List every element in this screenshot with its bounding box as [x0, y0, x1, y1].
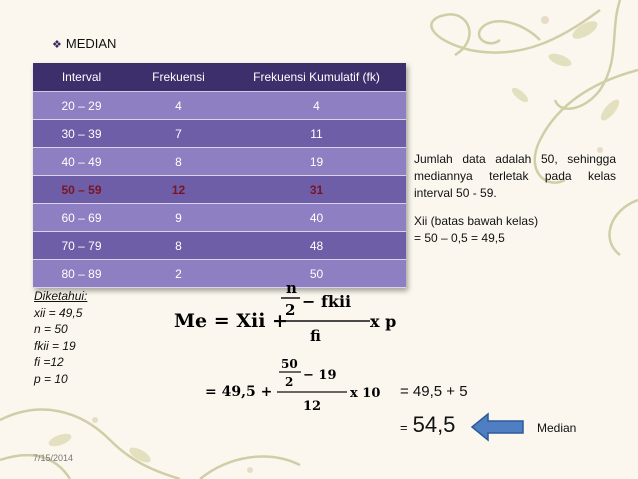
cell-frekuensi: 9	[130, 204, 227, 232]
known-heading: Diketahui:	[34, 289, 88, 303]
substituted-formula	[205, 355, 395, 417]
formula2-lhs: = 49,5 +	[205, 384, 273, 400]
col-header-frekuensi: Frekuensi	[130, 63, 227, 92]
table-row	[33, 148, 406, 176]
formula-n: n	[286, 279, 297, 297]
cell-frekuensi: 4	[130, 92, 227, 120]
diamond-bullet-icon: ❖	[52, 39, 62, 51]
cell-frekuensi: 2	[130, 260, 227, 288]
slide-date: 7/15/2014	[33, 453, 74, 463]
known-item: fkii = 19	[34, 338, 76, 353]
formula-lhs: Me = Xii +	[174, 310, 288, 332]
cell-kumulatif: 31	[227, 176, 406, 204]
cell-kumulatif: 40	[227, 204, 406, 232]
table-row	[33, 232, 406, 260]
formula2-minus-19: − 19	[303, 368, 337, 383]
known-item: n = 50	[34, 322, 68, 337]
known-item: p = 10	[34, 371, 68, 386]
formula-2: 2	[285, 301, 296, 319]
left-arrow-icon	[470, 412, 526, 442]
cell-interval: 80 – 89	[33, 260, 130, 288]
cell-interval: 30 – 39	[33, 120, 130, 148]
formula-minus-fkii: − fkii	[302, 292, 352, 311]
result-step: = 49,5 + 5	[400, 383, 468, 400]
result-final	[400, 412, 455, 438]
table-row-highlighted	[33, 176, 406, 204]
cell-frekuensi: 8	[130, 148, 227, 176]
col-header-interval: Interval	[33, 63, 130, 92]
frequency-table	[33, 63, 406, 288]
cell-kumulatif: 19	[227, 148, 406, 176]
known-values	[34, 288, 87, 388]
lower-bound-note	[414, 213, 624, 247]
cell-interval: 60 – 69	[33, 204, 130, 232]
slide-title: ❖ MEDIAN	[52, 36, 117, 51]
cell-kumulatif: 48	[227, 232, 406, 260]
table-row	[33, 204, 406, 232]
table-row	[33, 120, 406, 148]
cell-interval: 40 – 49	[33, 148, 130, 176]
cell-frekuensi: 7	[130, 120, 227, 148]
cell-frekuensi: 12	[130, 176, 227, 204]
lower-bound-calc: = 50 – 0,5 = 49,5	[414, 231, 505, 245]
cell-kumulatif: 11	[227, 120, 406, 148]
formula-times-p: x p	[370, 312, 397, 331]
formula2-times-10: x 10	[350, 386, 381, 401]
known-item: xii = 49,5	[34, 305, 83, 320]
known-item: fi =12	[34, 355, 64, 370]
cell-frekuensi: 8	[130, 232, 227, 260]
result-equals: =	[400, 420, 408, 435]
cell-kumulatif: 50	[227, 260, 406, 288]
median-formula	[170, 275, 410, 350]
formula2-2: 2	[285, 375, 294, 389]
cell-interval: 70 – 79	[33, 232, 130, 260]
median-value: 54,5	[412, 412, 456, 437]
median-position-note: Jumlah data adalah 50, sehingga mediannya terletak pada kelas interval 50 - 59.	[414, 152, 616, 200]
median-label: Median	[537, 421, 577, 435]
table-row	[33, 92, 406, 120]
cell-interval: 20 – 29	[33, 92, 130, 120]
cell-interval: 50 – 59	[33, 176, 130, 204]
cell-kumulatif: 4	[227, 92, 406, 120]
formula2-50: 50	[281, 357, 298, 371]
formula2-12: 12	[303, 399, 322, 414]
table-header-row	[33, 63, 406, 92]
lower-bound-label: Xii (batas bawah kelas)	[414, 214, 539, 228]
formula-fi: fi	[310, 327, 321, 345]
col-header-frekuensi-kumulatif: Frekuensi Kumulatif (fk)	[227, 63, 406, 92]
